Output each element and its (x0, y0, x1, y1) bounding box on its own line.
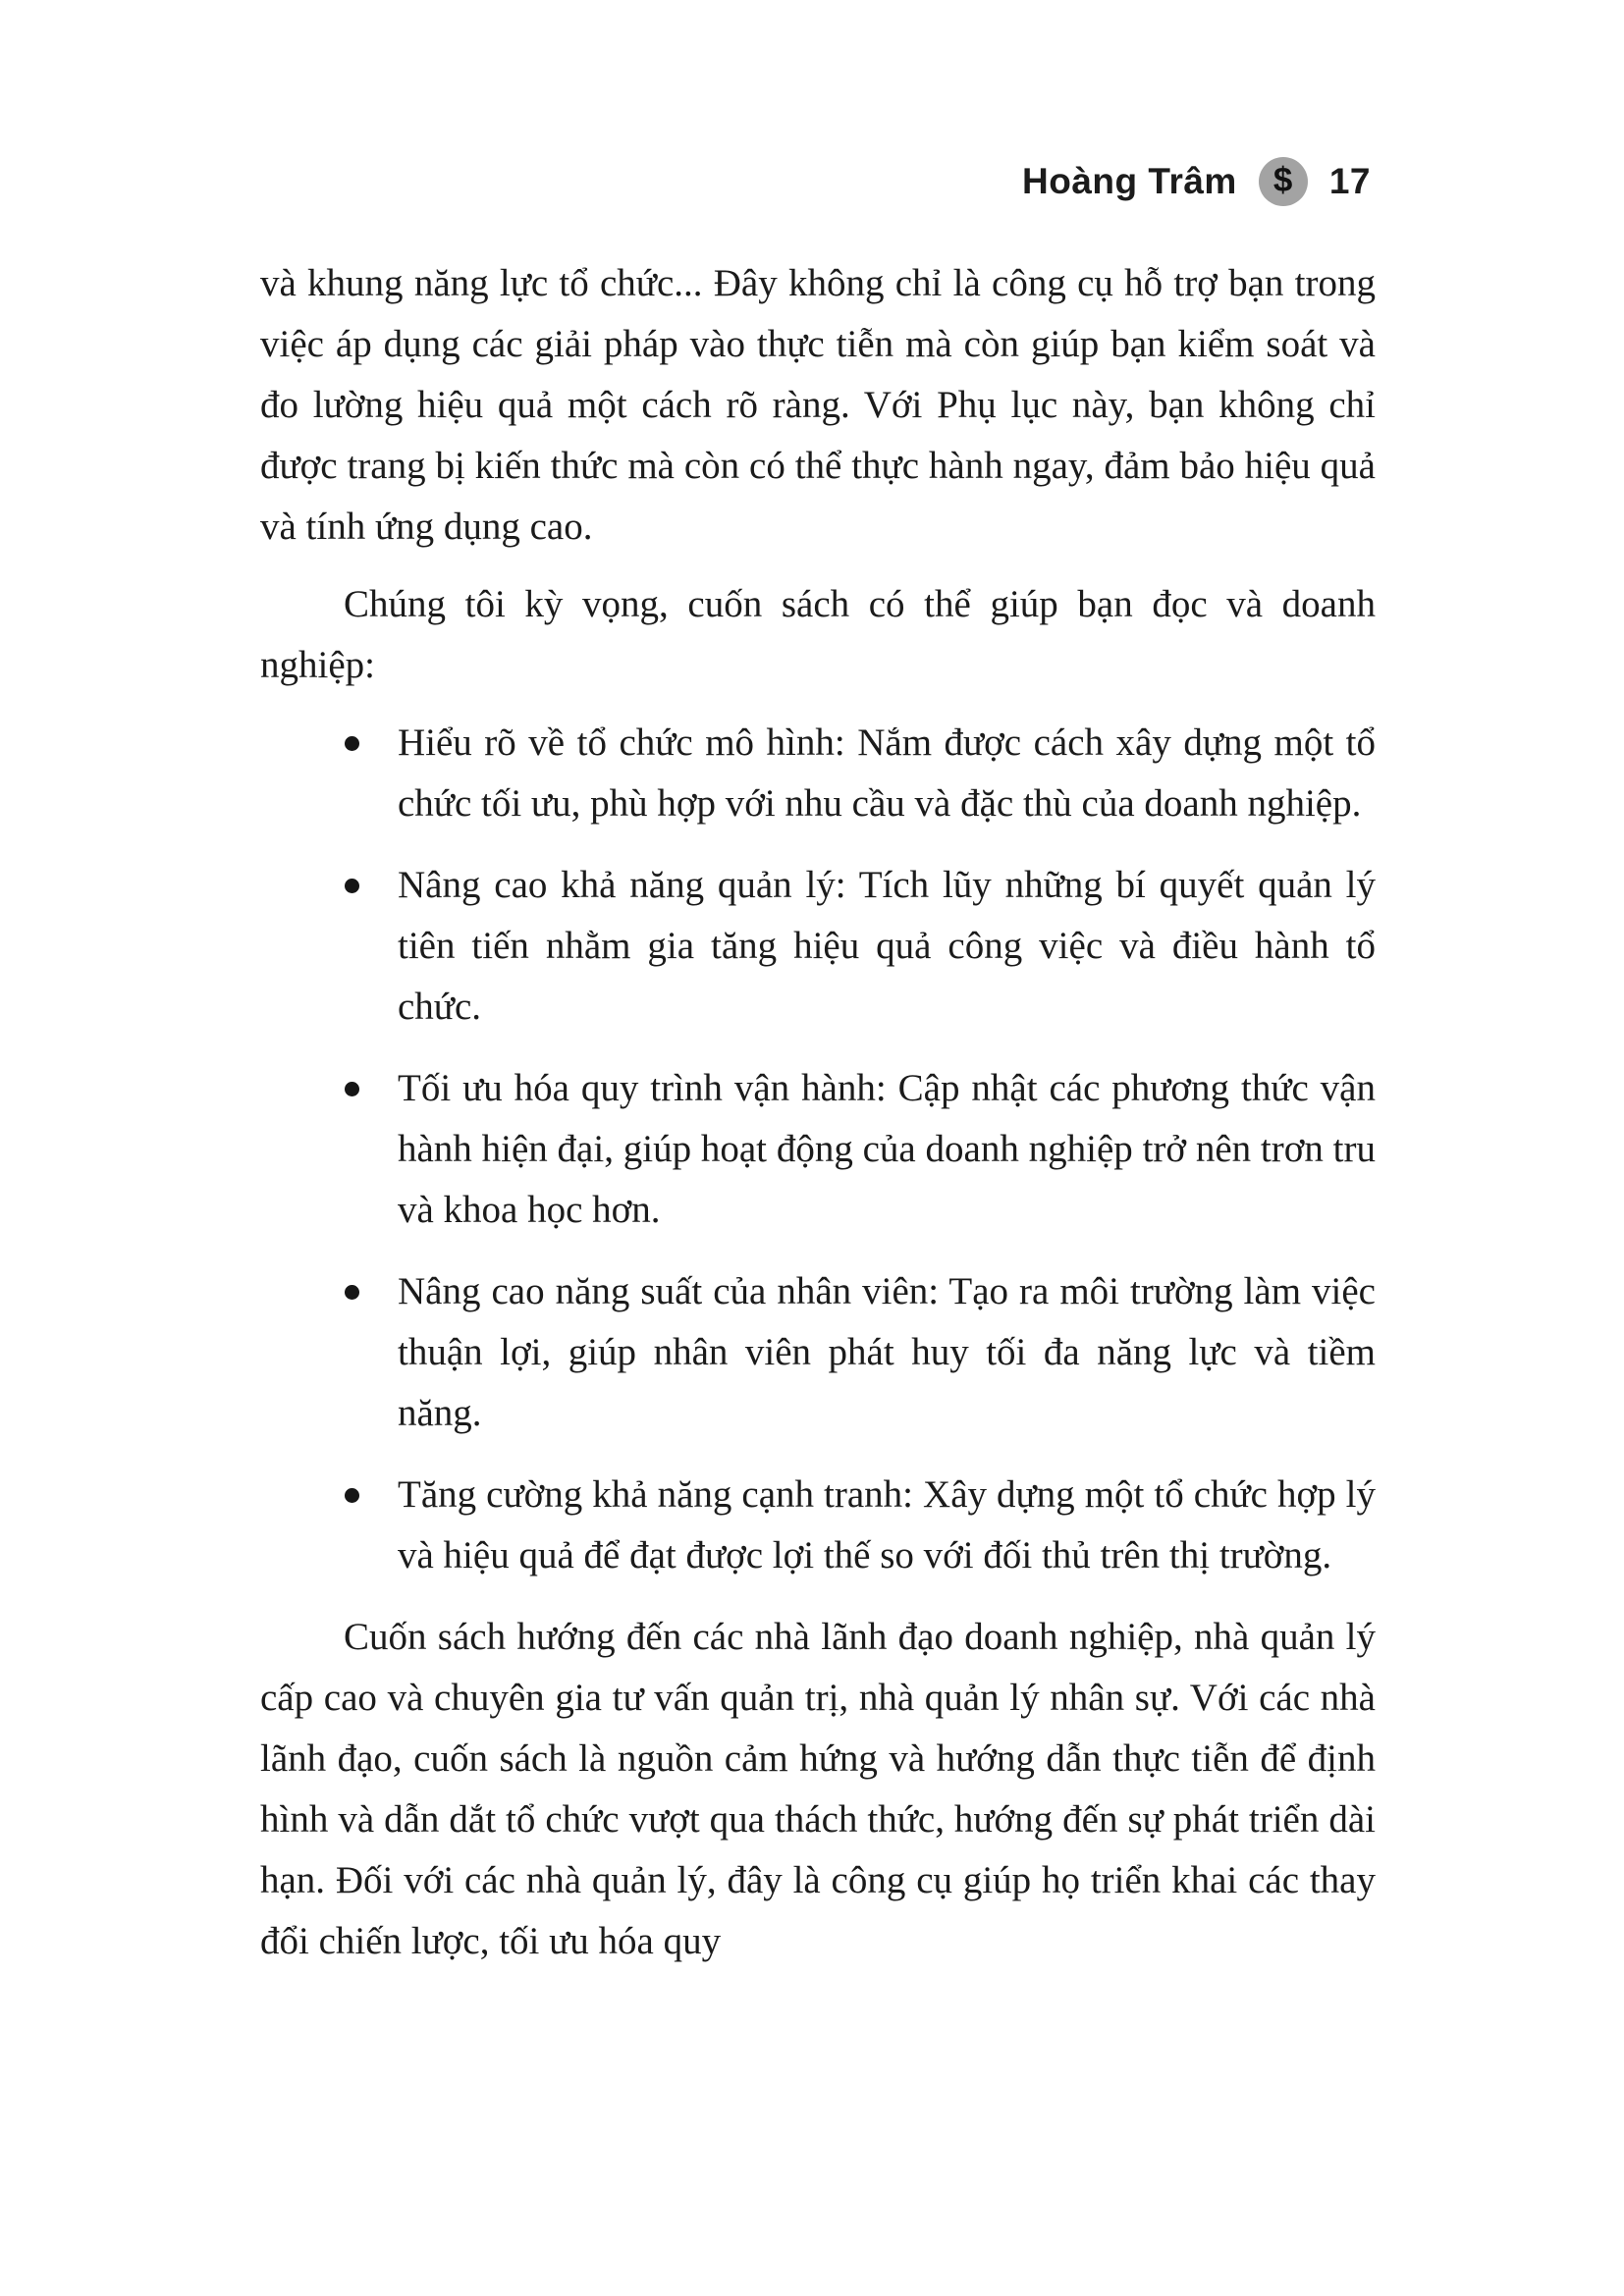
list-item (260, 1465, 1376, 1586)
bullet-icon (345, 1285, 359, 1300)
bullet-text: Nâng cao năng suất của nhân viên: Tạo ra môi trường làm việc thuận lợi, giúp nhân viên phát huy tối đa năng lực và tiềm năng. (398, 1270, 1376, 1434)
page-content (260, 253, 1376, 1989)
bullet-text: Tối ưu hóa quy trình vận hành: Cập nhật các phương thức vận hành hiện đại, giúp hoạt động của doanh nghiệp trở nên trơn tru và khoa học hơn. (398, 1067, 1376, 1231)
bullet-icon (345, 736, 359, 751)
list-item (260, 1261, 1376, 1444)
bullet-text: Nâng cao khả năng quản lý: Tích lũy những bí quyết quản lý tiên tiến nhằm gia tăng hiệu quả công việc và điều hành tổ chức. (398, 864, 1376, 1028)
running-header (1022, 157, 1371, 206)
bullet-icon (345, 879, 359, 893)
bullet-text: Tăng cường khả năng cạnh tranh: Xây dựng một tổ chức hợp lý và hiệu quả để đạt được lợi thế so với đối thủ trên thị trường. (398, 1473, 1376, 1576)
bullet-icon (345, 1082, 359, 1096)
page-number: 17 (1328, 161, 1371, 201)
paragraph: Chúng tôi kỳ vọng, cuốn sách có thể giúp bạn đọc và doanh nghiệp: (260, 583, 1376, 686)
list-item (260, 1058, 1376, 1241)
bullet-text: Hiểu rõ về tổ chức mô hình: Nắm được cách xây dựng một tổ chức tối ưu, phù hợp với nhu cầu và đặc thù của doanh nghiệp. (398, 721, 1376, 825)
paragraph: Cuốn sách hướng đến các nhà lãnh đạo doanh nghiệp, nhà quản lý cấp cao và chuyên gia tư vấn quản trị, nhà quản lý nhân sự. Với các nhà lãnh đạo, cuốn sách là nguồn cảm hứng và hướng dẫn thực tiễn để định hình và dẫn dắt tổ chức vượt qua thách thức, hướng đến sự phát triển dài hạn. Đối với các nhà quản lý, đây là công cụ giúp họ triển khai các thay đổi chiến lược, tối ưu hóa quy (260, 1616, 1376, 1962)
bullet-icon (345, 1488, 359, 1503)
list-item (260, 855, 1376, 1038)
header-author: Hoàng Trâm (1022, 161, 1237, 201)
paragraph: và khung năng lực tổ chức... Đây không chỉ là công cụ hỗ trợ bạn trong việc áp dụng các giải pháp vào thực tiễn mà còn giúp bạn kiểm soát và đo lường hiệu quả một cách rõ ràng. Với Phụ lục này, bạn không chỉ được trang bị kiến thức mà còn có thể thực hành ngay, đảm bảo hiệu quả và tính ứng dụng cao. (260, 262, 1376, 548)
dollar-badge-icon: $ (1259, 157, 1308, 206)
list-item (260, 713, 1376, 834)
